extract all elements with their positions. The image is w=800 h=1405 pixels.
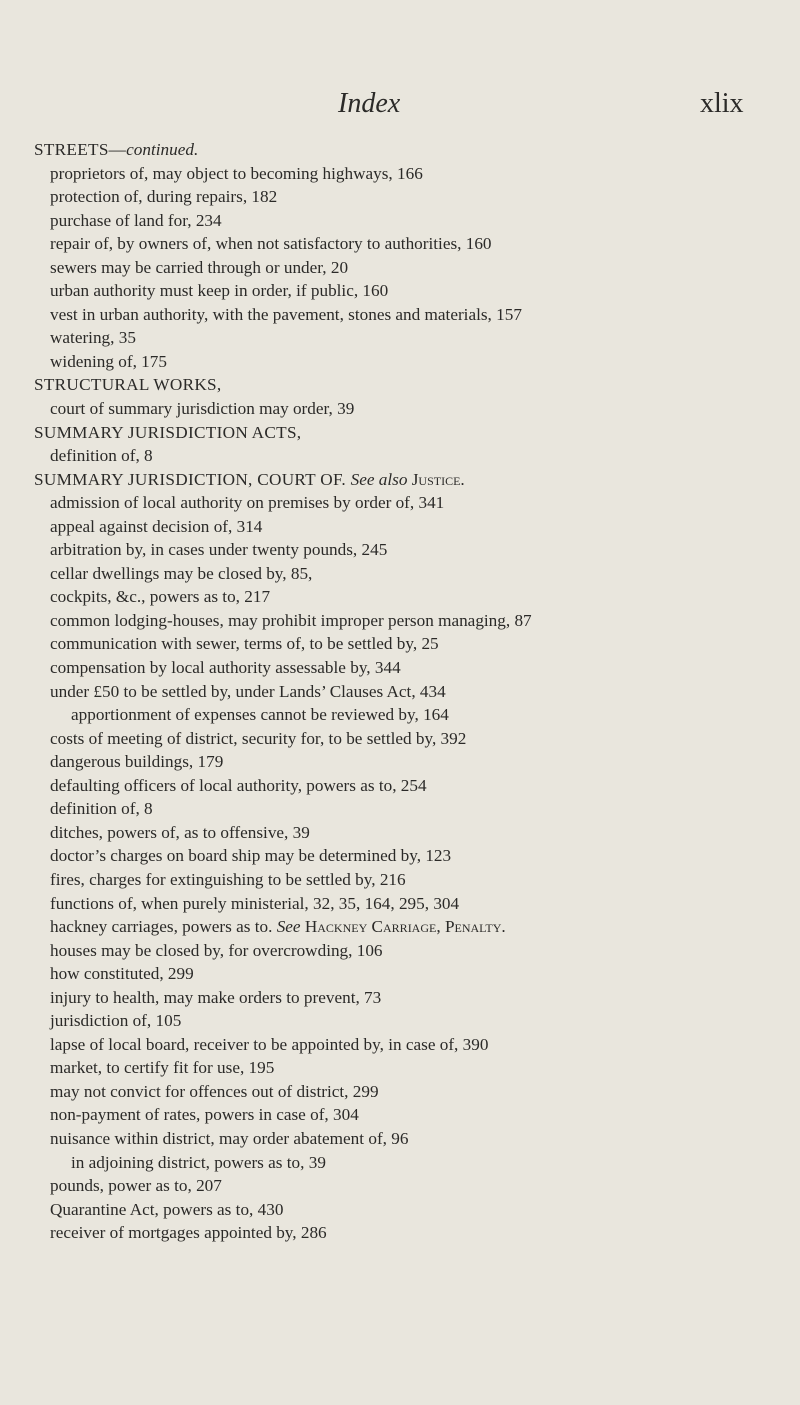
index-entry (34, 1151, 800, 1175)
index-entry (34, 892, 800, 916)
entry-text: receiver of mortgages appointed by, 286 (50, 1223, 327, 1243)
index-entry (34, 774, 800, 798)
entry-text: definition of, 8 (50, 446, 153, 466)
entry-text: proprietors of, may object to becoming highways, 166 (50, 163, 423, 183)
index-entry (34, 656, 800, 680)
entry-text: jurisdiction of, 105 (50, 1011, 182, 1031)
index-heading (34, 468, 800, 492)
index-heading (34, 373, 800, 397)
entry-text: nuisance within district, may order abatement of, 96 (50, 1128, 409, 1148)
entry-text: how constituted, 299 (50, 964, 194, 984)
index-entry (34, 515, 800, 539)
index-entry (34, 232, 800, 256)
entry-text: in adjoining district, powers as to, 39 (71, 1152, 326, 1172)
entry-text: communication with sewer, terms of, to be settled by, 25 (50, 634, 439, 654)
entry-text: compensation by local authority assessable by, 344 (50, 658, 401, 678)
entry-text: appeal against decision of, 314 (50, 516, 263, 536)
index-entry (34, 350, 800, 374)
page-header (0, 88, 800, 128)
index-entry (34, 727, 800, 751)
index-entry (34, 256, 800, 280)
entry-text: costs of meeting of district, security for, to be settled by, 392 (50, 728, 467, 748)
index-entry (34, 209, 800, 233)
index-entry (34, 303, 800, 327)
entry-text: common lodging-houses, may prohibit improper person managing, 87 (50, 610, 532, 630)
entry-text: dangerous buildings, 179 (50, 752, 224, 772)
index-body (34, 138, 800, 1245)
index-entry (34, 1103, 800, 1127)
entry-text: court of summary jurisdiction may order, 39 (50, 399, 355, 419)
index-entry (34, 703, 800, 727)
entry-text: vest in urban authority, with the pavement, stones and materials, 157 (50, 304, 522, 324)
entry-text: defaulting officers of local authority, powers as to, 254 (50, 775, 427, 795)
index-entry (34, 868, 800, 892)
entry-text: See also (350, 469, 412, 489)
entry-text: widening of, 175 (50, 351, 167, 371)
index-entry (34, 538, 800, 562)
index-heading (34, 138, 800, 162)
index-entry (34, 1221, 800, 1245)
entry-text: arbitration by, in cases under twenty pounds, 245 (50, 540, 388, 560)
index-entry (34, 1056, 800, 1080)
entry-text: STRUCTURAL WORKS, (34, 375, 222, 395)
entry-text: SUMMARY JURISDICTION ACTS, (34, 422, 302, 442)
running-title: Index (338, 88, 401, 119)
entry-text: Hackney Carriage, Penalty. (304, 917, 506, 937)
index-entry (34, 844, 800, 868)
index-heading (34, 421, 800, 445)
entry-text: lapse of local board, receiver to be appointed by, in case of, 390 (50, 1034, 489, 1054)
index-entry (34, 562, 800, 586)
entry-text: See (276, 917, 305, 937)
index-entry (34, 609, 800, 633)
entry-text: protection of, during repairs, 182 (50, 187, 278, 207)
entry-text: apportionment of expenses cannot be reviewed by, 164 (71, 705, 449, 725)
entry-text: STREETS— (34, 140, 127, 159)
index-entry (34, 585, 800, 609)
entry-text: SUMMARY JURISDICTION, COURT OF. (34, 469, 351, 489)
entry-text: Quarantine Act, powers as to, 430 (50, 1199, 284, 1219)
index-entry (34, 491, 800, 515)
entry-text: urban authority must keep in order, if public, 160 (50, 281, 389, 301)
entry-text: injury to health, may make orders to prevent, 73 (50, 987, 382, 1007)
index-entry (34, 680, 800, 704)
entry-text: functions of, when purely ministerial, 32, 35, 164, 295, 304 (50, 893, 460, 913)
entry-text: cellar dwellings may be closed by, 85, (50, 563, 313, 583)
entry-text: purchase of land for, 234 (50, 210, 222, 230)
entry-text: Justice. (411, 469, 465, 489)
entry-text: cockpits, &c., powers as to, 217 (50, 587, 271, 607)
entry-text: admission of local authority on premises by order of, 341 (50, 493, 445, 513)
entry-text: hackney carriages, powers as to. (50, 917, 277, 937)
entry-text: non-payment of rates, powers in case of, 304 (50, 1105, 359, 1125)
index-entry (34, 397, 800, 421)
index-entry (34, 279, 800, 303)
index-entry (34, 1080, 800, 1104)
index-entry (34, 1127, 800, 1151)
index-entry (34, 162, 800, 186)
index-entry (34, 797, 800, 821)
entry-text: under £50 to be settled by, under Lands’ Clauses Act, 434 (50, 681, 446, 701)
entry-text: continued. (126, 140, 199, 159)
entry-text: repair of, by owners of, when not satisfactory to authorities, 160 (50, 234, 492, 254)
index-entry (34, 444, 800, 468)
index-entry (34, 939, 800, 963)
entry-text: fires, charges for extinguishing to be settled by, 216 (50, 869, 406, 889)
entry-text: houses may be closed by, for overcrowding, 106 (50, 940, 383, 960)
index-entry (34, 821, 800, 845)
entry-text: watering, 35 (50, 328, 136, 348)
entry-text: may not convict for offences out of district, 299 (50, 1081, 379, 1101)
entry-text: ditches, powers of, as to offensive, 39 (50, 822, 310, 842)
index-entry (34, 962, 800, 986)
index-entry (34, 986, 800, 1010)
entry-text: definition of, 8 (50, 799, 153, 819)
entry-text: sewers may be carried through or under, 20 (50, 257, 349, 277)
index-entry (34, 1033, 800, 1057)
index-entry (34, 1198, 800, 1222)
page-number: xlix (700, 88, 744, 119)
entry-text: pounds, power as to, 207 (50, 1176, 222, 1196)
index-entry (34, 1174, 800, 1198)
index-entry (34, 750, 800, 774)
index-entry (34, 185, 800, 209)
index-entry (34, 1009, 800, 1033)
index-entry (34, 632, 800, 656)
index-entry (34, 326, 800, 350)
index-entry (34, 915, 800, 939)
entry-text: market, to certify fit for use, 195 (50, 1058, 275, 1078)
entry-text: doctor’s charges on board ship may be determined by, 123 (50, 846, 452, 866)
